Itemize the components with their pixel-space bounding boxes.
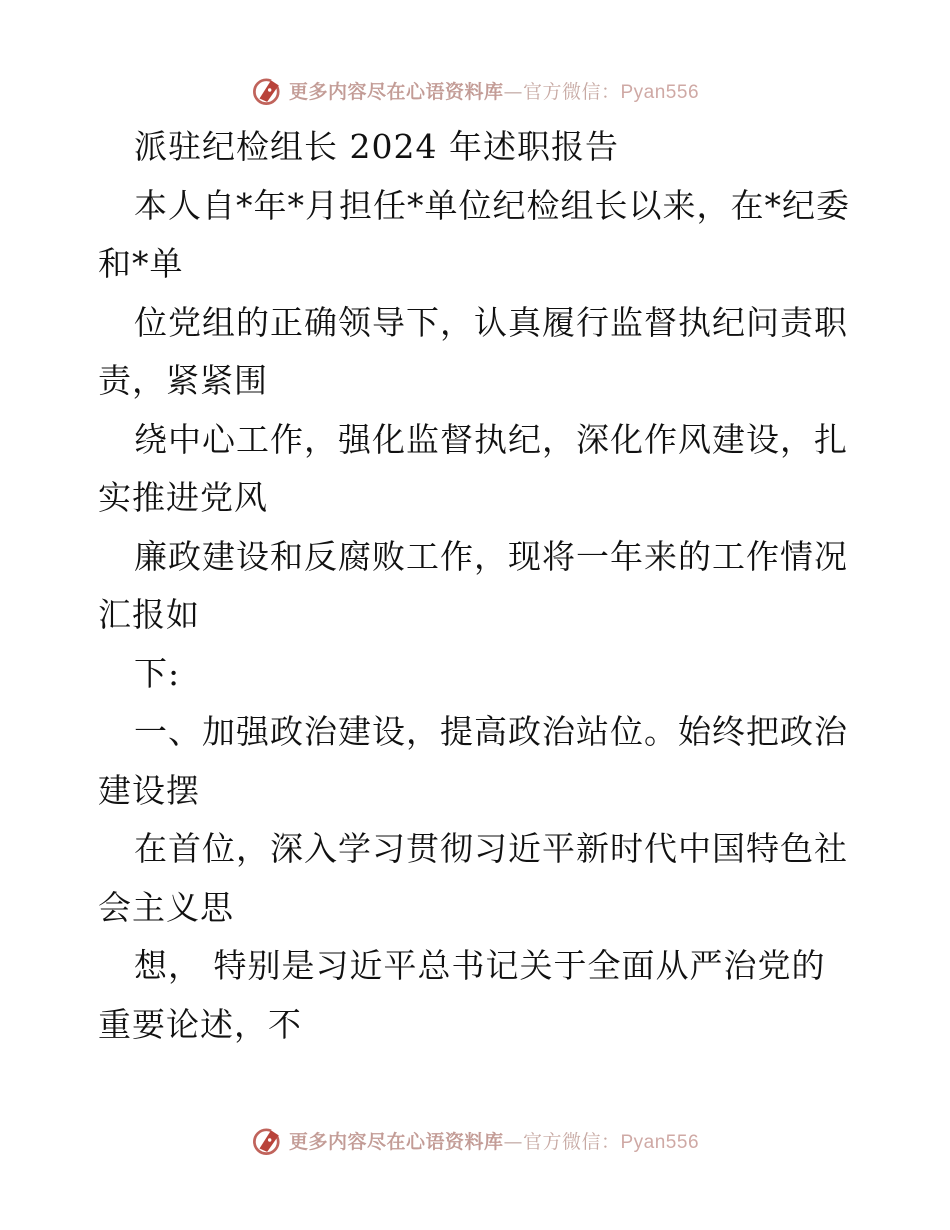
document-body (98, 118, 858, 1054)
paragraph-line: 位党组的正确领导下，认真履行监督执纪问责职 (134, 302, 848, 342)
banner-separator: — (503, 1130, 523, 1153)
paragraph-line: 下: (134, 653, 181, 693)
footer-banner (0, 1120, 950, 1160)
paragraph-line: 汇报如 (98, 595, 200, 634)
paragraph-line: 建设摆 (98, 770, 200, 810)
banner-wechat-label: 官方微信： (522, 80, 621, 103)
banner-separator: — (503, 80, 523, 103)
paragraph-line: 本人自*年*月担任*单位纪检组长以来，在*纪委 (134, 185, 850, 225)
paragraph-line: 重要论述，不 (98, 1004, 302, 1044)
header-banner (0, 70, 950, 110)
pen-nib-circle-icon (251, 1123, 285, 1157)
section-heading-line: 一、加强政治建设，提高政治站位。始终把政治 (134, 712, 848, 751)
paragraph-line: 廉政建设和反腐败工作，现将一年来的工作情况 (134, 536, 848, 576)
document-title: 派驻纪检组长 2024 年述职报告 (134, 127, 619, 166)
paragraph-line: 绕中心工作，强化监督执纪，深化作风建设，扎 (134, 419, 848, 459)
paragraph-line: 责，紧紧围 (98, 361, 268, 400)
banner-main-text: 更多内容尽在心语资料库 (288, 1130, 504, 1153)
banner-wechat-id: Pyan556 (620, 81, 700, 103)
paragraph-line: 实推进党风 (98, 478, 268, 517)
banner-wechat-id: Pyan556 (620, 1131, 700, 1153)
banner-text (289, 1127, 699, 1154)
paragraph-line: 和*单 (98, 244, 184, 283)
banner-wechat-label: 官方微信： (522, 1130, 621, 1153)
banner-text (289, 77, 699, 104)
paragraph-line: 在首位，深入学习贯彻习近平新时代中国特色社 (134, 829, 848, 868)
pen-nib-circle-icon (251, 73, 285, 107)
paragraph-line: 想， 特别是习近平总书记关于全面从严治党的 (134, 946, 826, 985)
paragraph-line: 会主义思 (98, 887, 234, 927)
banner-main-text: 更多内容尽在心语资料库 (288, 80, 504, 103)
